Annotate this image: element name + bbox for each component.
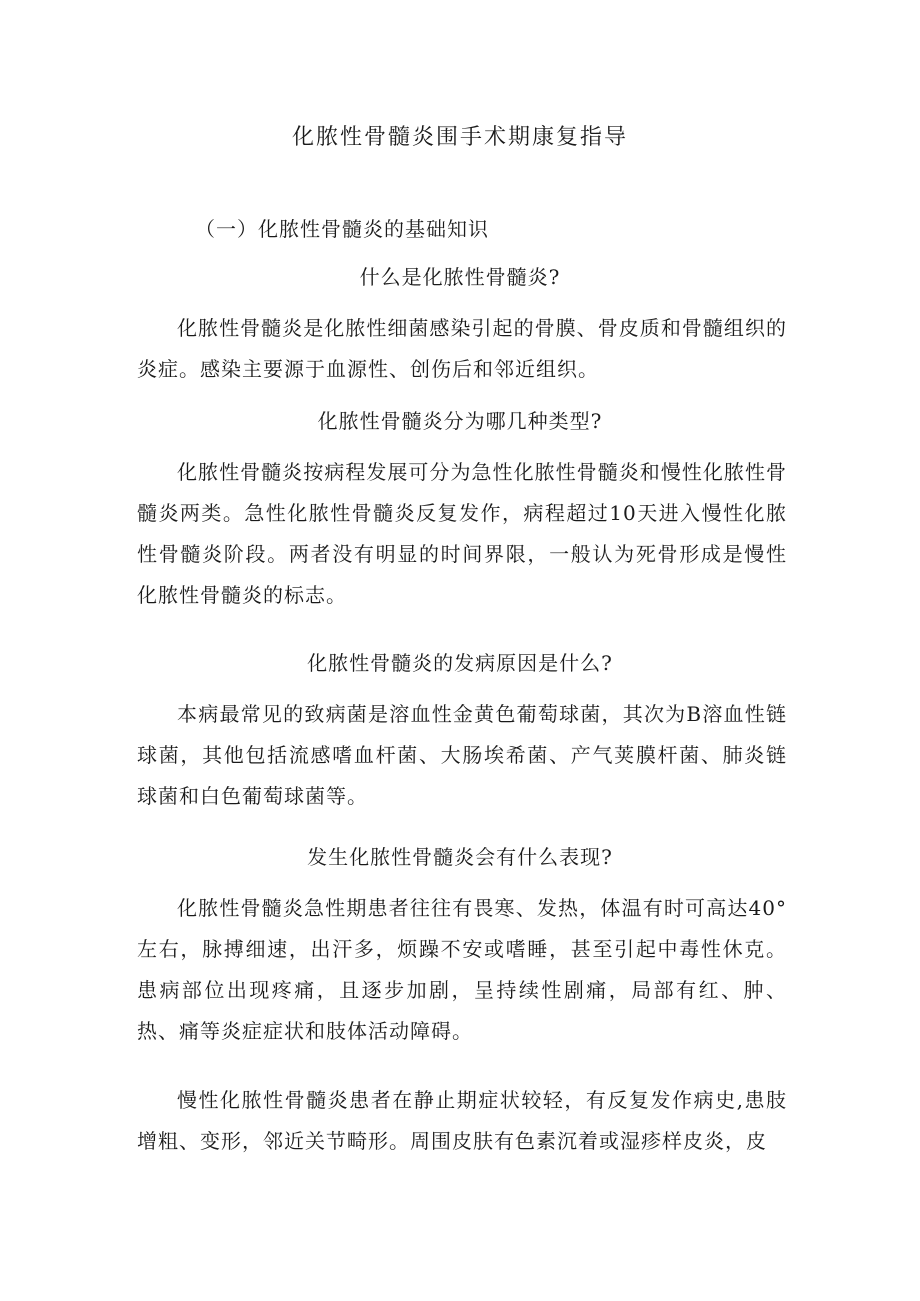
paragraph-5: 慢性化脓性骨髓炎患者在静止期症状较轻，有反复发作病史,患肢增粗、变形，邻近关节畸形。周围皮肤有色素沉着或湿疹样皮炎，皮 xyxy=(137,1088,787,1153)
question-heading-1: 什么是化脓性骨髓炎? xyxy=(359,265,561,289)
paragraph-3: 本病最常见的致病菌是溶血性金黄色葡萄球菌，其次为B溶血性链球菌，其他包括流感嗜血杆菌、大肠埃希菌、产气荚膜杆菌、肺炎链球菌和白色葡萄球菌等。 xyxy=(137,702,787,808)
question-heading-3: 化脓性骨髓炎的发病原因是什么? xyxy=(307,651,613,675)
paragraph-1: 化脓性骨髓炎是化脓性细菌感染引起的骨膜、骨皮质和骨髓组织的炎症。感染主要源于血源性、创伤后和邻近组织。 xyxy=(137,316,787,381)
paragraph-2: 化脓性骨髓炎按病程发展可分为急性化脓性骨髓炎和慢性化脓性骨髓炎两类。急性化脓性骨髓炎反复发作，病程超过10天进入慢性化脓性骨髓炎阶段。两者没有明显的时间界限，一般认为死骨形成是慢性化脓性骨髓炎的标志。 xyxy=(137,460,787,607)
question-heading-2: 化脓性骨髓炎分为哪几种类型? xyxy=(317,409,603,433)
question-heading-4: 发生化脓性骨髓炎会有什么表现? xyxy=(307,845,613,869)
section-heading: （一）化脓性骨髓炎的基础知识 xyxy=(195,217,489,241)
document-title: 化脓性骨髓炎围手术期康复指导 xyxy=(291,125,628,150)
paragraph-4: 化脓性骨髓炎急性期患者往往有畏寒、发热，体温有时可高达40°左右，脉搏细速，出汗多，烦躁不安或嗜睡，甚至引起中毒性休克。患病部位出现疼痛，且逐步加剧，呈持续性剧痛，局部有红、肿、热、痛等炎症症状和肢体活动障碍。 xyxy=(137,896,787,1043)
